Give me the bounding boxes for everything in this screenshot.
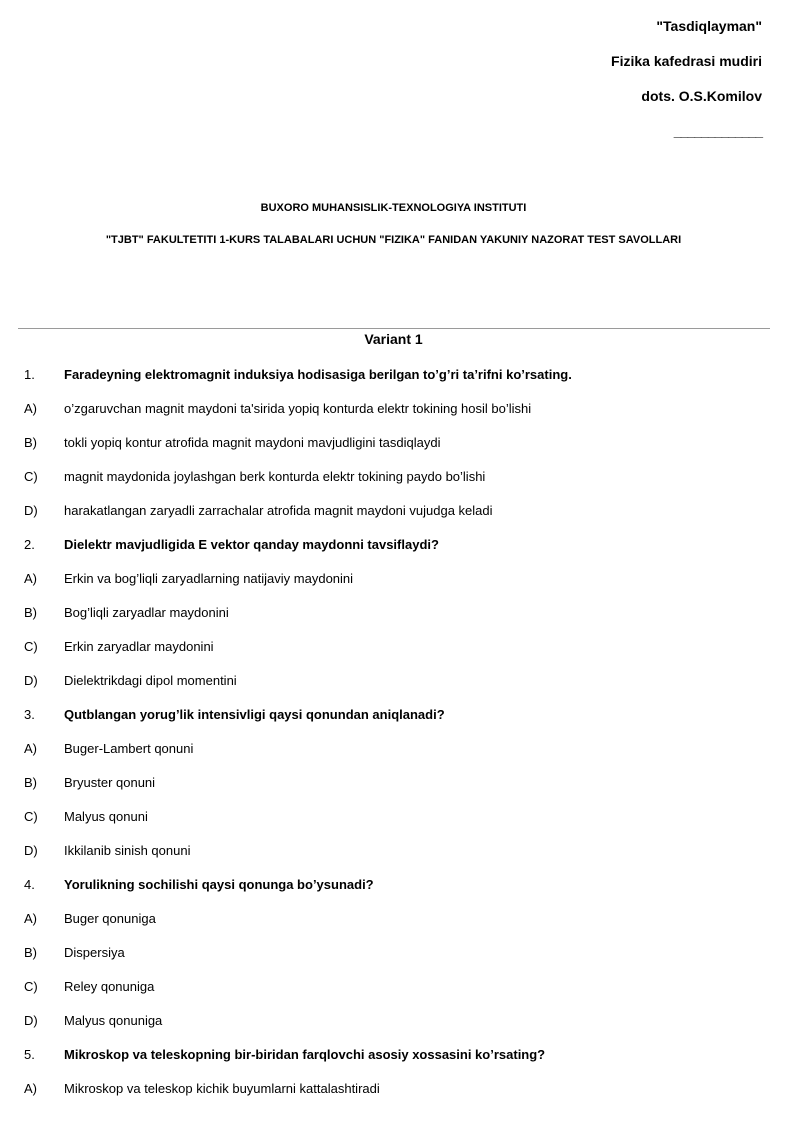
question-text: Qutblangan yorug’lik intensivligi qaysi qonundan aniqlanadi? — [64, 707, 445, 722]
question-list — [0, 366, 800, 1114]
option-letter: B) — [24, 605, 37, 620]
option-letter: B) — [24, 945, 37, 960]
answer-option — [0, 638, 800, 672]
answer-option — [0, 400, 800, 434]
answer-option — [0, 978, 800, 1012]
answer-option — [0, 672, 800, 706]
option-letter: D) — [24, 843, 38, 858]
question-number: 2. — [24, 537, 35, 552]
question-text: Mikroskop va teleskopning bir-biridan farqlovchi asosiy xossasini ko’rsating? — [64, 1047, 546, 1062]
answer-option — [0, 570, 800, 604]
answer-option — [0, 910, 800, 944]
question-item — [0, 536, 800, 570]
approval-position: Fizika kafedrasi mudiri — [611, 53, 762, 69]
question-item — [0, 876, 800, 910]
answer-option — [0, 502, 800, 536]
option-letter: A) — [24, 911, 37, 926]
approver-name: dots. O.S.Komilov — [641, 88, 762, 104]
question-number: 3. — [24, 707, 35, 722]
variant-title: Variant 1 — [364, 331, 423, 347]
option-letter: A) — [24, 401, 37, 416]
document-subtitle: "TJBT" FAKULTETITI 1-KURS TALABALARI UCHUN "FIZIKA" FANIDAN YAKUNIY NAZORAT TEST SAVOLLARI — [105, 234, 682, 246]
option-letter: D) — [24, 673, 38, 688]
option-text: Malyus qonuni — [64, 809, 148, 824]
question-text: Dielektr mavjudligida E vektor qanday maydonni tavsiflaydi? — [64, 537, 439, 552]
option-letter: A) — [24, 1081, 37, 1096]
option-letter: A) — [24, 741, 37, 756]
option-letter: D) — [24, 503, 38, 518]
question-item — [0, 706, 800, 740]
institute-title: BUXORO MUHANSISLIK-TEXNOLOGIYA INSTITUTI — [260, 202, 527, 214]
answer-option — [0, 1012, 800, 1046]
question-number: 5. — [24, 1047, 35, 1062]
answer-option — [0, 604, 800, 638]
question-number: 1. — [24, 367, 35, 382]
answer-option — [0, 1080, 800, 1114]
question-number: 4. — [24, 877, 35, 892]
option-text: Mikroskop va teleskop kichik buyumlarni kattalashtiradi — [64, 1081, 380, 1096]
option-text: Erkin va bog’liqli zaryadlarning natijaviy maydonini — [64, 571, 354, 586]
approval-block — [611, 18, 762, 140]
answer-option — [0, 740, 800, 774]
question-item — [0, 1046, 800, 1080]
option-text: Malyus qonuniga — [64, 1013, 163, 1028]
option-text: Bryuster qonuni — [64, 775, 156, 790]
option-text: tokli yopiq kontur atrofida magnit maydoni mavjudligini tasdiqlaydi — [64, 435, 441, 450]
option-letter: C) — [24, 469, 38, 484]
option-text: Ikkilanib sinish qonuni — [64, 843, 191, 858]
option-text: o’zgaruvchan magnit maydoni ta'sirida yopiq konturda elektr tokining hosil bo’lishi — [64, 401, 532, 416]
option-letter: B) — [24, 775, 37, 790]
option-letter: B) — [24, 435, 37, 450]
option-letter: C) — [24, 979, 38, 994]
option-text: magnit maydonida joylashgan berk konturda elektr tokining paydo bo’lishi — [64, 469, 486, 484]
option-text: Bog’liqli zaryadlar maydonini — [64, 605, 229, 620]
answer-option — [0, 434, 800, 468]
question-text: Faradeyning elektromagnit induksiya hodisasiga berilgan to’g’ri ta’rifni ko’rsating. — [64, 367, 572, 382]
question-item — [0, 366, 800, 400]
signature-line: _____________ — [673, 123, 762, 139]
option-letter: A) — [24, 571, 37, 586]
option-text: Buger qonuniga — [64, 911, 156, 926]
answer-option — [0, 774, 800, 808]
option-text: Reley qonuniga — [64, 979, 155, 994]
option-text: harakatlangan zaryadli zarrachalar atrofida magnit maydoni vujudga keladi — [64, 503, 493, 518]
divider — [18, 328, 770, 329]
option-text: Dispersiya — [64, 945, 125, 960]
option-letter: C) — [24, 639, 38, 654]
option-letter: D) — [24, 1013, 38, 1028]
option-letter: C) — [24, 809, 38, 824]
option-text: Dielektrikdagi dipol momentini — [64, 673, 237, 688]
answer-option — [0, 808, 800, 842]
option-text: Erkin zaryadlar maydonini — [64, 639, 214, 654]
answer-option — [0, 468, 800, 502]
answer-option — [0, 944, 800, 978]
question-text: Yorulikning sochilishi qaysi qonunga bo’ysunadi? — [64, 877, 374, 892]
approval-title: "Tasdiqlayman" — [656, 18, 762, 34]
option-text: Buger-Lambert qonuni — [64, 741, 194, 756]
answer-option — [0, 842, 800, 876]
